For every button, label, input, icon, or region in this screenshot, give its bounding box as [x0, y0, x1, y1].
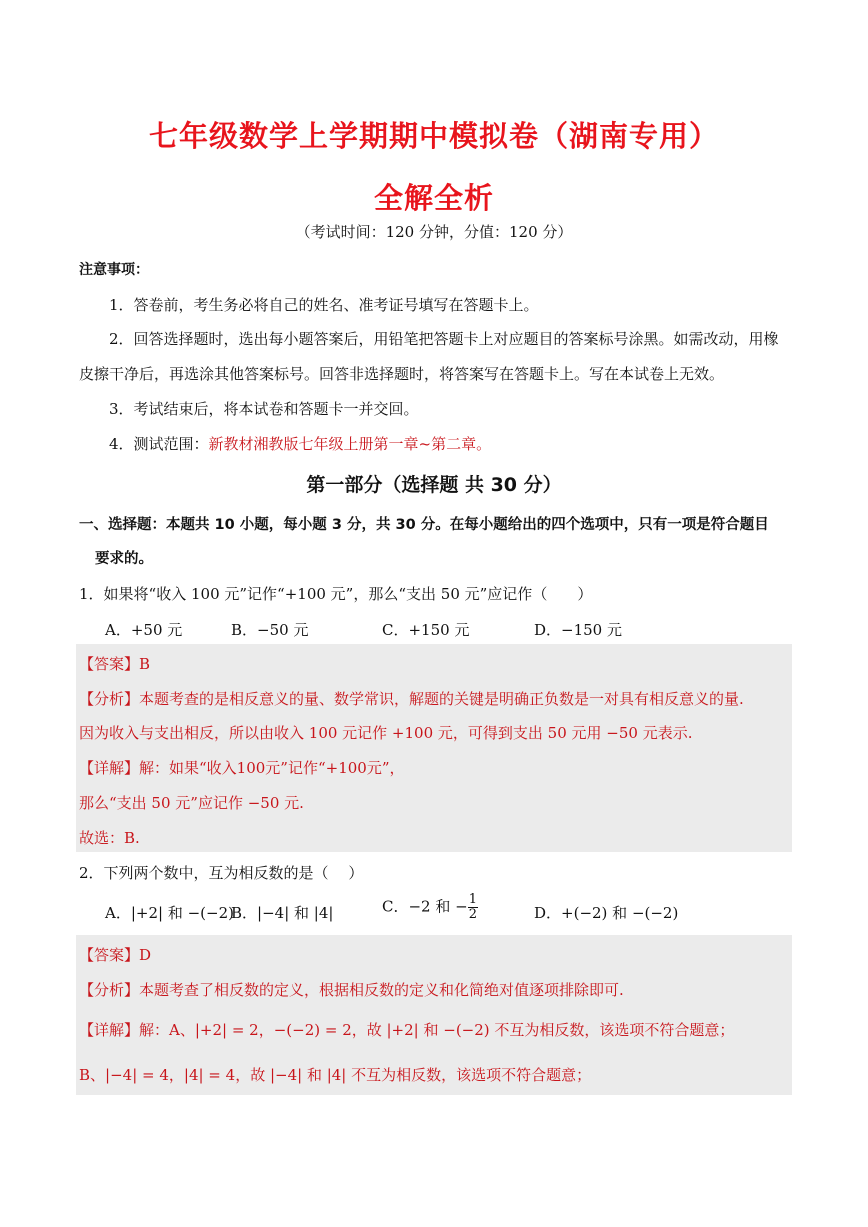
- note-item-2-line-1: 2．回答选择题时，选出每小题答案后，用铅笔把答题卡上对应题目的答案标号涂黑。如需改动，用橡: [109, 330, 779, 348]
- question-1-answer: 【答案】B: [79, 655, 151, 673]
- note-item-4-prefix: 4．测试范围：: [109, 435, 209, 453]
- fraction-denominator: 2: [468, 907, 477, 922]
- answer-block-1: [76, 644, 792, 852]
- fraction: [468, 893, 478, 922]
- question-2-stem: 2．下列两个数中，互为相反数的是（ ）: [79, 864, 364, 882]
- question-1-option-a: A．+50 元: [105, 621, 183, 639]
- question-1-option-d: D．−150 元: [534, 621, 622, 639]
- question-1-stem: 1．如果将“收入 100 元”记作“+100 元”，那么“支出 50 元”应记作（ ）: [79, 585, 593, 603]
- question-2-option-a: A．|+2| 和 −(−2): [105, 904, 234, 922]
- question-2-detail-b: B、|−4| = 4，|4| = 4，故 |−4| 和 |4| 不互为相反数，该选项不符合题意；: [79, 1066, 592, 1084]
- question-2-answer: 【答案】D: [79, 946, 152, 964]
- question-2-option-b: B．|−4| 和 |4|: [231, 904, 334, 922]
- part-title: 第一部分（选择题 共 30 分）: [306, 474, 562, 496]
- question-1-option-b: B．−50 元: [231, 621, 309, 639]
- question-1-option-c: C．+150 元: [382, 621, 470, 639]
- section-heading-line-2: 要求的。: [95, 551, 153, 567]
- question-2-option-d: D．+(−2) 和 −(−2): [534, 904, 679, 922]
- question-1-detail-line-2: 那么“支出 50 元”应记作 −50 元.: [79, 794, 304, 812]
- question-1-choice: 故选：B.: [79, 829, 140, 847]
- page-subtitle: 全解全析: [373, 181, 494, 215]
- page-title: 七年级数学上学期期中模拟卷（湖南专用）: [148, 119, 719, 153]
- note-item-4: [109, 433, 491, 454]
- question-2-option-c-prefix: C．−2 和 −: [382, 897, 468, 916]
- question-2-analysis: 【分析】本题考查了相反数的定义，根据相反数的定义和化简绝对值逐项排除即可.: [79, 981, 624, 999]
- note-item-4-scope: 新教材湘教版七年级上册第一章~第二章。: [208, 435, 492, 453]
- fraction-numerator: 1: [468, 892, 477, 907]
- question-1-detail-line-1: 【详解】解：如果“收入100元”记作“+100元”，: [79, 759, 405, 777]
- question-2-option-c: [382, 893, 478, 922]
- section-heading-line-1: 一、选择题：本题共 10 小题，每小题 3 分，共 30 分。在每小题给出的四个选项中，只有一项是符合题目: [79, 517, 769, 533]
- exam-info: （考试时间：120 分钟，分值：120 分）: [295, 223, 573, 241]
- question-1-analysis-line-2: 因为收入与支出相反，所以由收入 100 元记作 +100 元，可得到支出 50 元用 −50 元表示.: [79, 724, 693, 742]
- question-1-analysis-line-1: 【分析】本题考查的是相反意义的量、数学常识，解题的关键是明确正负数是一对具有相反意义的量.: [79, 690, 744, 708]
- note-item-3: 3．考试结束后，将本试卷和答题卡一并交回。: [109, 400, 419, 418]
- notes-heading: 注意事项：: [79, 262, 149, 278]
- note-item-1: 1．答卷前，考生务必将自己的姓名、准考证号填写在答题卡上。: [109, 296, 539, 314]
- note-item-2-line-2: 皮擦干净后，再选涂其他答案标号。回答非选择题时，将答案写在答题卡上。写在本试卷上无效。: [79, 365, 725, 383]
- question-2-detail-a: 【详解】解：A、|+2| = 2，−(−2) = 2，故 |+2| 和 −(−2) 不互为相反数，该选项不符合题意；: [79, 1021, 735, 1039]
